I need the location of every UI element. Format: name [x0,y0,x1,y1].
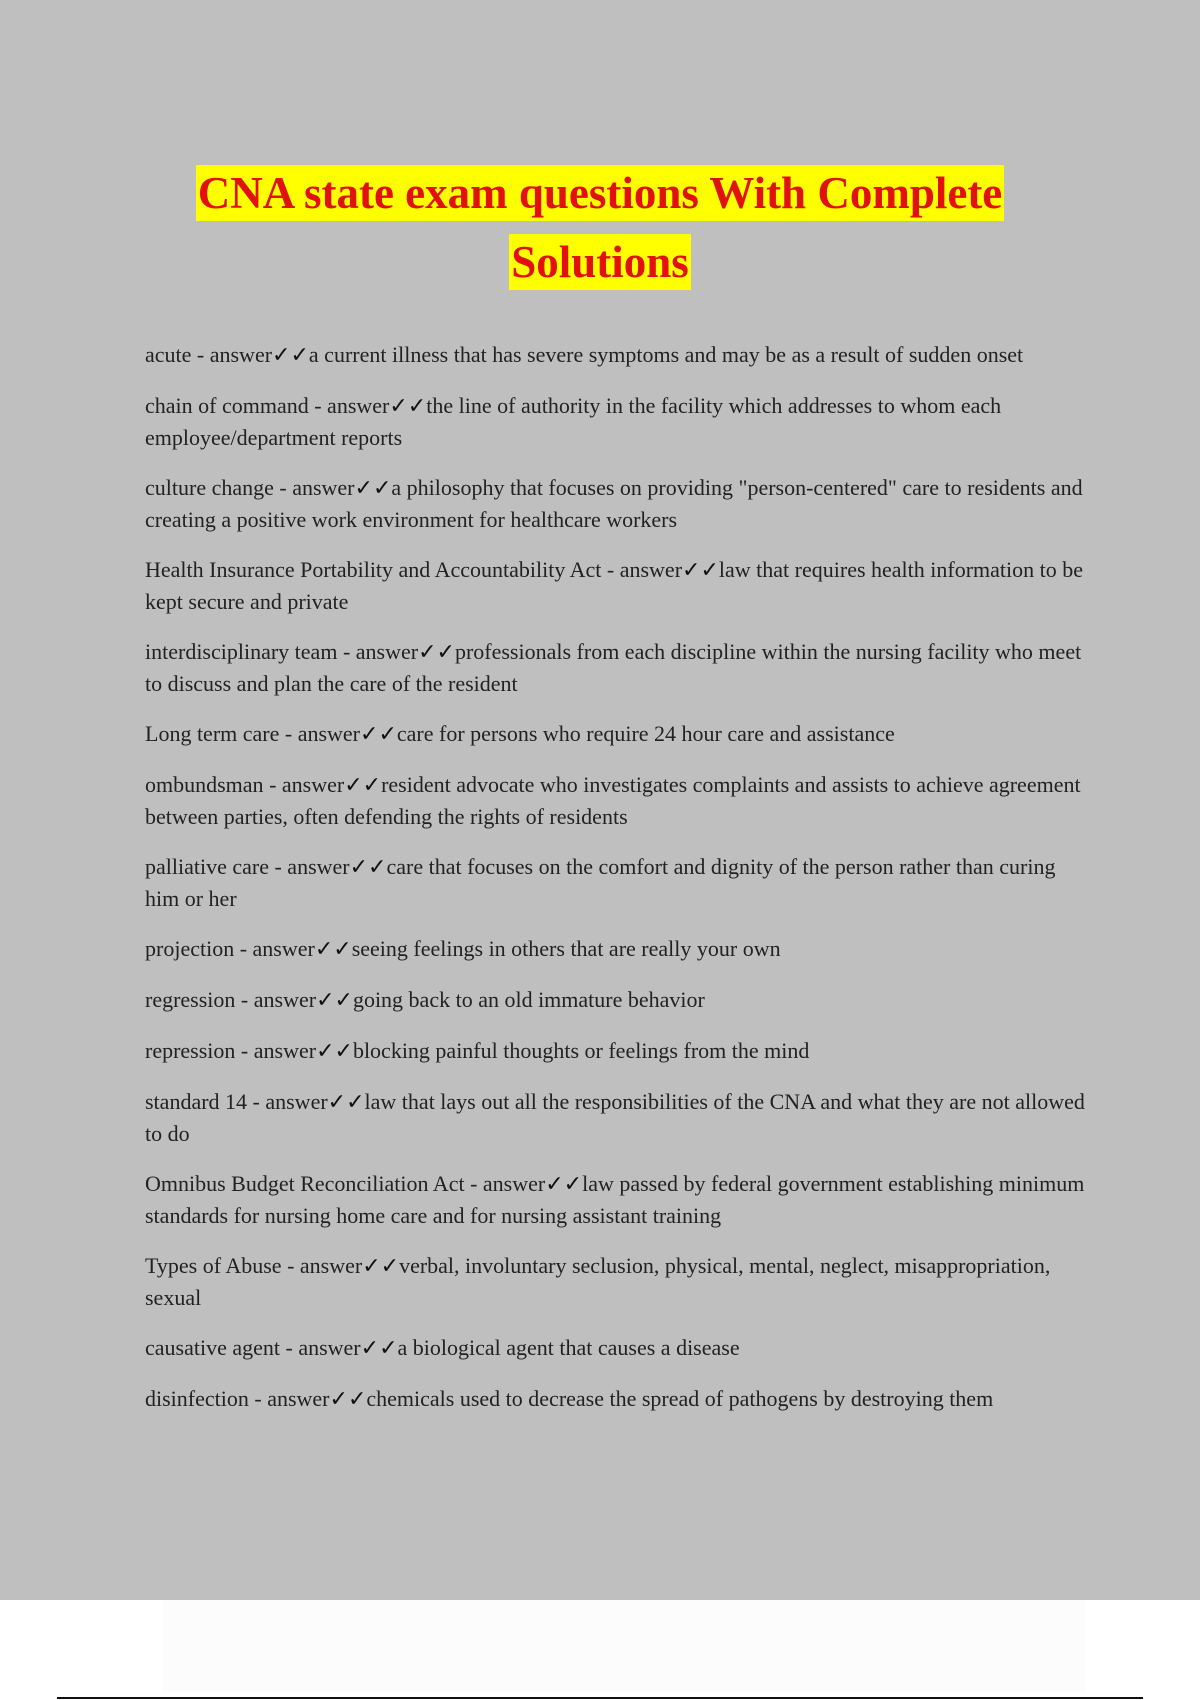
entry-term: projection [145,936,235,961]
double-check-icon: ✓✓ [682,558,719,583]
double-check-icon: ✓✓ [360,722,397,747]
entry-answer-separator: - answer [308,393,390,418]
entry-definition: law that requires health information to be kept secure and private [145,557,1084,614]
flashcard-entry [145,933,1095,965]
entry-term: interdisciplinary team [145,639,338,664]
flashcard-entry [145,1332,1095,1364]
double-check-icon: ✓✓ [327,1090,365,1115]
entry-definition: going back to an old immature behavior [352,987,705,1012]
flashcard-entry [145,1383,1095,1415]
footer-rule [57,1697,1143,1699]
entry-definition: a philosophy that focuses on providing "person-centered" care to residents and creating a positive work environment for healthcare workers [145,475,1083,532]
entry-definition: care that focuses on the comfort and dignity of the person rather than curing him or her [145,854,1056,911]
flashcard-entry [145,718,1095,750]
flashcard-entry [145,1086,1095,1149]
entry-term: repression [145,1038,236,1063]
entry-answer-separator: - answer [235,1038,317,1063]
document-title [0,165,1200,303]
flashcard-entry [145,390,1095,453]
entry-answer-separator: - answer [273,475,355,500]
page-footer [0,1600,1200,1700]
entry-definition: a biological agent that causes a disease [397,1335,740,1360]
entry-answer-separator: - answer [191,342,273,367]
double-check-icon: ✓✓ [272,343,309,368]
entry-term: disinfection [145,1386,249,1411]
entry-term: culture change [145,475,274,500]
double-check-icon: ✓✓ [389,394,427,419]
entry-answer-separator: - answer [235,987,317,1012]
entry-definition: the line of authority in the facility which addresses to whom each employee/department reports [145,393,1002,450]
flashcard-entry [145,1035,1095,1067]
entry-term: chain of command [145,393,309,418]
entry-answer-separator: - answer [268,854,350,879]
double-check-icon: ✓✓ [329,1387,367,1412]
double-check-icon: ✓✓ [316,988,353,1013]
flashcard-entry [145,1168,1095,1231]
entry-answer-separator: - answer [248,1386,330,1411]
entry-answer-separator: - answer [601,557,683,582]
entry-term: ombundsman [145,772,264,797]
double-check-icon: ✓✓ [349,855,387,880]
entry-answer-separator: - answer [464,1171,546,1196]
entry-answer-separator: - answer [280,1335,361,1360]
flashcard-entry [145,769,1095,832]
flashcard-entry [145,339,1095,371]
title-line-2: Solutions [509,234,691,290]
flashcard-entry [145,984,1095,1016]
entry-definition: professionals from each discipline within the nursing facility who meet to discuss and plan the care of the resident [145,639,1082,696]
double-check-icon: ✓✓ [316,1039,353,1064]
entry-answer-separator: - answer [234,936,315,961]
double-check-icon: ✓✓ [362,1254,400,1279]
entry-definition: law passed by federal government establishing minimum standards for nursing home care and for nursing assistant training [145,1171,1085,1228]
entry-answer-separator: - answer [263,772,345,797]
entry-answer-separator: - answer [279,721,361,746]
entry-definition: verbal, involuntary seclusion, physical, mental, neglect, misappropriation, sexual [145,1253,1051,1310]
entry-definition: a current illness that has severe symptoms and may be as a result of sudden onset [308,342,1024,367]
entry-term: acute [145,342,192,367]
double-check-icon: ✓✓ [354,476,392,501]
double-check-icon: ✓✓ [314,937,352,962]
double-check-icon: ✓✓ [418,640,455,665]
flashcard-entry [145,554,1095,617]
double-check-icon: ✓✓ [360,1336,398,1361]
footer-shade [162,1600,1086,1692]
entry-answer-separator: - answer [247,1089,328,1114]
title-line-1: CNA state exam questions With Complete [196,165,1005,221]
entry-definition: blocking painful thoughts or feelings from the mind [352,1038,810,1063]
entry-definition: care for persons who require 24 hour care and assistance [396,721,895,746]
flashcard-entry [145,1250,1095,1313]
flashcard-entry [145,851,1095,914]
entry-answer-separator: - answer [337,639,419,664]
entry-term: standard 14 [145,1089,248,1114]
double-check-icon: ✓✓ [344,773,382,798]
flashcard-entry [145,636,1095,699]
entry-term: causative agent [145,1335,280,1360]
double-check-icon: ✓✓ [545,1172,583,1197]
entry-term: Types of Abuse [145,1253,282,1278]
entry-answer-separator: - answer [281,1253,363,1278]
flashcard-entry [145,472,1095,535]
entry-definition: law that lays out all the responsibilities of the CNA and what they are not allowed to do [145,1089,1085,1146]
entry-term: palliative care [145,854,269,879]
flashcard-list [145,339,1095,1434]
entry-definition: seeing feelings in others that are really your own [351,936,781,961]
entry-term: Health Insurance Portability and Accountability Act [145,557,602,582]
entry-term: Omnibus Budget Reconciliation Act [145,1171,465,1196]
entry-term: regression [145,987,236,1012]
entry-term: Long term care [145,721,280,746]
entry-definition: resident advocate who investigates complaints and assists to achieve agreement between parties, often defending the rights of residents [145,772,1081,829]
entry-definition: chemicals used to decrease the spread of pathogens by destroying them [366,1386,994,1411]
